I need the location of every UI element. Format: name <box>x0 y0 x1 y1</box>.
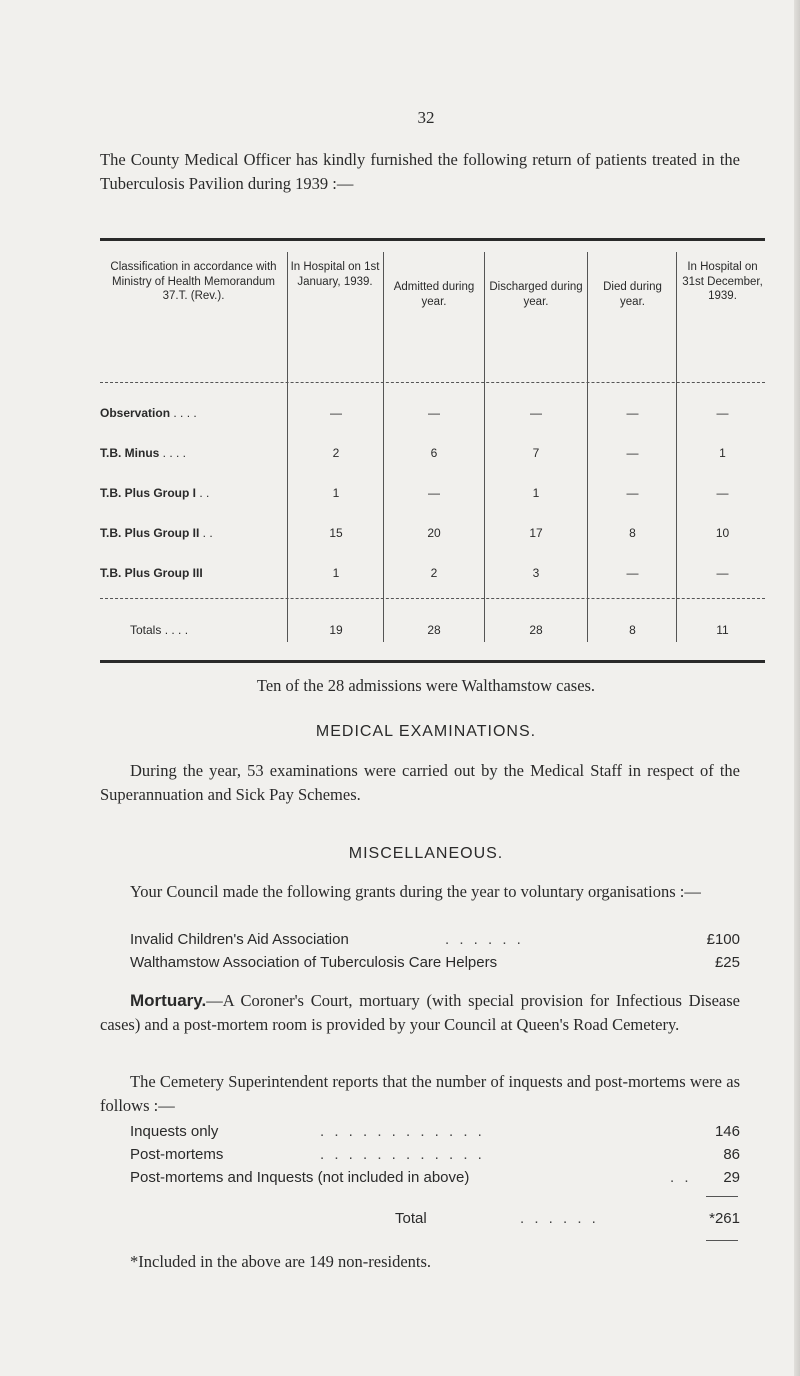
leader-dots: . . . . . . <box>445 931 524 948</box>
cell-value: 1 <box>332 566 340 580</box>
cell-value: — <box>716 406 729 420</box>
cell-value: 3 <box>532 566 540 580</box>
grant-amount: £100 <box>706 931 740 948</box>
row-label: T.B. Plus Group I <box>100 486 197 500</box>
header-rule <box>100 382 765 383</box>
row-label: T.B. Minus <box>100 446 160 460</box>
inquest-count: 29 <box>723 1169 740 1186</box>
cell-value: 1 <box>332 486 340 500</box>
header-in-hospital-jan: In Hospital on 1st January, 1939. <box>290 261 380 288</box>
cell-value: — <box>428 406 440 420</box>
header-discharged: Discharged during year. <box>489 281 583 308</box>
table-note: Ten of the 28 admissions were Walthamstow cases. <box>256 676 596 695</box>
grant-label: Walthamstow Association of Tuberculosis Care Helpers <box>130 954 498 971</box>
footnote: *Included in the above are 149 non-residents. <box>130 1252 432 1271</box>
inquest-item <box>130 1146 740 1168</box>
inquest-label: Post-mortems and Inquests (not included in above) <box>130 1169 470 1186</box>
inquest-item <box>130 1169 740 1191</box>
page-number: 32 <box>417 108 435 127</box>
totals-rule <box>100 598 765 599</box>
medical-examinations-heading: MEDICAL EXAMINATIONS. <box>315 723 537 740</box>
table-top-rule <box>100 238 765 241</box>
medical-examinations-text: During the year, 53 examinations were carried out by the Medical Staff in respect of the Superannuation and Sick Pay Schemes. <box>100 761 740 804</box>
cell-value: 17 <box>529 526 543 540</box>
cell-value: 8 <box>629 526 636 540</box>
inquest-total <box>130 1210 740 1232</box>
total-value: 28 <box>529 623 543 637</box>
table-row <box>100 526 765 546</box>
table-row <box>100 486 765 506</box>
cell-value: 10 <box>715 526 730 540</box>
leader-dots: . . <box>196 486 210 500</box>
cell-value: — <box>530 406 542 420</box>
miscellaneous-heading: MISCELLANEOUS. <box>348 845 504 862</box>
leader-dots: . . <box>199 526 213 540</box>
header-classification: Classification in accordance with Ministry of Health Memorandum 37.T. (Rev.). <box>110 261 277 302</box>
inquest-item <box>130 1123 740 1145</box>
total-count: *261 <box>709 1210 740 1227</box>
cell-value: — <box>428 486 440 500</box>
intro-paragraph: The County Medical Officer has kindly furnished the following return of patients treated in the Tuberculosis Pavilion during 1939 :— <box>100 150 740 193</box>
total-value: 19 <box>329 623 343 637</box>
mortuary-title: Mortuary. <box>130 991 207 1010</box>
total-value: 28 <box>427 623 441 637</box>
inquest-label: Inquests only <box>130 1123 219 1140</box>
cell-value: — <box>626 566 639 580</box>
leader-dots: . . . . . . . . . . . . <box>320 1146 485 1163</box>
totals-label: Totals <box>130 623 162 637</box>
sum-rule <box>706 1196 738 1197</box>
table-bottom-rule <box>100 660 765 663</box>
miscellaneous-text: Your Council made the following grants during the year to voluntary organisations :— <box>130 882 701 901</box>
leader-dots: . . . . <box>170 406 197 420</box>
cell-value: 1 <box>532 486 540 500</box>
cell-value: — <box>626 406 639 420</box>
cemetery-paragraph: The Cemetery Superintendent reports that the number of inquests and post-mortems were as follows :— <box>100 1072 740 1115</box>
inquest-count: 86 <box>723 1146 740 1163</box>
inquest-count: 146 <box>714 1123 740 1140</box>
total-label: Total <box>395 1210 427 1227</box>
grant-item <box>130 954 740 976</box>
leader-dots: . . . . . . <box>520 1210 599 1227</box>
leader-dots: . . . . <box>161 623 189 637</box>
row-label: T.B. Plus Group II <box>100 526 200 540</box>
header-in-hospital-dec: In Hospital on 31st December, 1939. <box>682 261 763 302</box>
row-label: Observation <box>100 406 171 420</box>
total-value: 11 <box>716 623 729 637</box>
cell-value: 20 <box>427 526 441 540</box>
grant-item <box>130 931 740 953</box>
table-row <box>100 446 765 466</box>
cell-value: 15 <box>329 526 343 540</box>
mortuary-text: —A Coroner's Court, mortuary (with special provision for Infectious Disease cases) and a post-mortem room is provided by your Council at Queen's Road Cemetery. <box>100 991 740 1034</box>
totals-row <box>100 623 765 643</box>
cell-value: — <box>626 446 639 460</box>
cell-value: 1 <box>719 446 726 460</box>
grant-amount: £25 <box>714 954 740 971</box>
row-label: T.B. Plus Group III <box>100 566 203 580</box>
mortuary-paragraph <box>100 989 740 1037</box>
cell-value: — <box>716 486 729 500</box>
leader-dots: . . <box>670 1169 692 1186</box>
total-rule <box>706 1240 738 1241</box>
cell-value: — <box>716 566 729 580</box>
leader-dots: . . . . <box>159 446 187 460</box>
cell-value: 6 <box>430 446 438 460</box>
cell-value: — <box>330 406 342 420</box>
grant-label: Invalid Children's Aid Association <box>130 931 349 948</box>
header-died: Died during year. <box>603 281 662 308</box>
tuberculosis-pavilion-table <box>100 238 765 664</box>
inquest-label: Post-mortems <box>130 1146 224 1163</box>
leader-dots: . . . . . . . . . . . . <box>320 1123 485 1140</box>
total-value: 8 <box>629 623 636 637</box>
cell-value: 2 <box>332 446 340 460</box>
table-row <box>100 566 765 586</box>
cell-value: — <box>626 486 639 500</box>
cell-value: 7 <box>532 446 540 460</box>
table-row <box>100 406 765 426</box>
cell-value: 2 <box>430 566 438 580</box>
header-admitted: Admitted during year. <box>393 281 475 308</box>
